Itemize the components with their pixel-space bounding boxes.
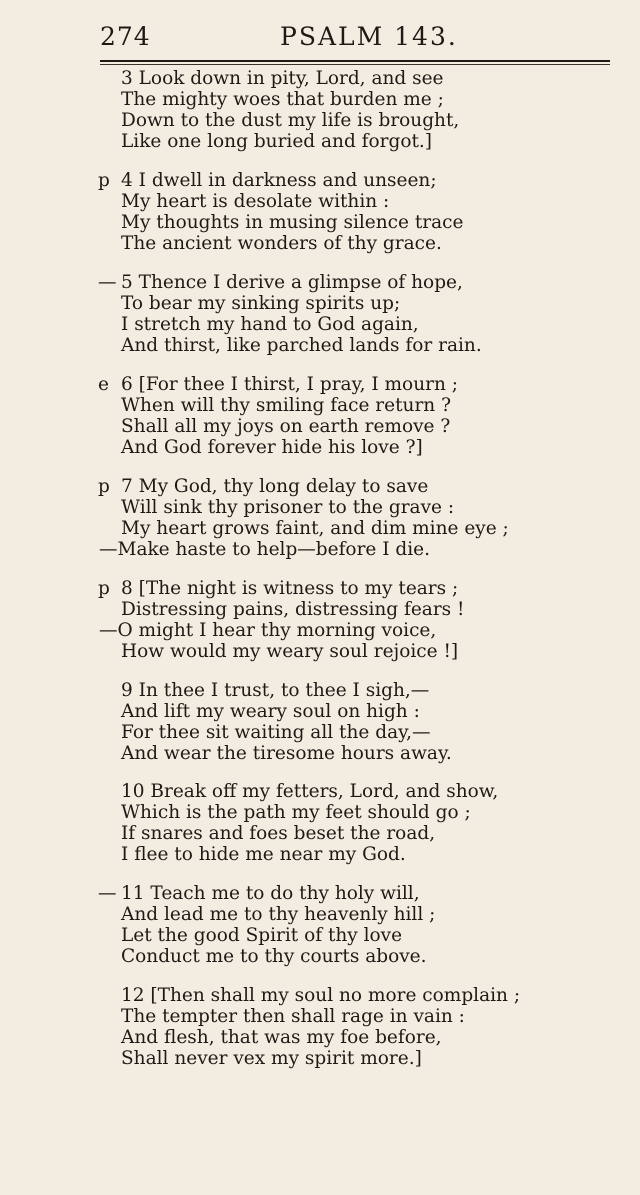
- verse-line: [0, 335, 620, 356]
- verse-line: [0, 701, 620, 722]
- verse-line: [0, 1027, 620, 1048]
- verse-line: [0, 904, 620, 925]
- dynamic-marker: p: [98, 170, 110, 191]
- verse-text: And lead me to thy heavenly hill ;: [121, 904, 436, 925]
- verse-text: To bear my sinking spirits up;: [121, 293, 401, 314]
- verse-line: [0, 1006, 620, 1027]
- verse-text: How would my weary soul rejoice !]: [121, 641, 459, 662]
- verse-line: [0, 578, 620, 599]
- verse-line: [0, 722, 620, 743]
- verse-text: 10 Break off my fetters, Lord, and show,: [121, 781, 499, 802]
- verse-text: When will thy smiling face return ?: [121, 395, 452, 416]
- verse-line: [0, 233, 620, 254]
- dynamic-marker: p: [98, 578, 110, 599]
- verse-line: [0, 437, 620, 458]
- verse-line: [0, 89, 620, 110]
- verse-line: [0, 395, 620, 416]
- running-title: PSALM 143.: [280, 22, 458, 51]
- verse-line: [0, 985, 620, 1006]
- verse-text: The mighty woes that burden me ;: [121, 89, 444, 110]
- verse-text: And lift my weary soul on high :: [121, 701, 420, 722]
- page-header: [100, 22, 610, 56]
- verse-line: [0, 946, 620, 967]
- stanza: [0, 170, 620, 254]
- verse-text: Which is the path my feet should go ;: [121, 802, 471, 823]
- verse-line: [0, 680, 620, 701]
- verse-text: Will sink thy prisoner to the grave :: [121, 497, 455, 518]
- verse-text: Like one long buried and forgot.]: [121, 131, 433, 152]
- verse-line: [0, 131, 620, 152]
- verse-text: Let the good Spirit of thy love: [121, 925, 403, 946]
- verse-line: [0, 314, 620, 335]
- verse-line: [0, 110, 620, 131]
- dynamic-marker: p: [98, 476, 110, 497]
- verse-text: Down to the dust my life is brought,: [121, 110, 460, 131]
- verse-text: My thoughts in musing silence trace: [121, 212, 464, 233]
- verse-text: 4 I dwell in darkness and unseen;: [121, 170, 437, 191]
- verse-text: I flee to hide me near my God.: [121, 844, 406, 865]
- verse-text: I stretch my hand to God again,: [121, 314, 419, 335]
- header-rule-thin: [100, 64, 610, 65]
- stanza: [0, 680, 620, 764]
- verse-text: Distressing pains, distressing fears !: [121, 599, 465, 620]
- verse-line: [0, 497, 620, 518]
- verse-line: [0, 272, 620, 293]
- verse-line: [0, 823, 620, 844]
- stanza: [0, 781, 620, 865]
- page-number: 274: [100, 22, 151, 51]
- header-rule: [100, 60, 610, 62]
- verse-line: [0, 170, 620, 191]
- verse-text: The tempter then shall rage in vain :: [121, 1006, 465, 1027]
- verse-text: —Make haste to help—before I die.: [99, 539, 431, 560]
- verse-line: [0, 191, 620, 212]
- verse-line: [0, 374, 620, 395]
- verse-text: And thirst, like parched lands for rain.: [121, 335, 482, 356]
- verse-text: And God forever hide his love ?]: [121, 437, 423, 458]
- verse-line: [0, 68, 620, 89]
- verse-text: 6 [For thee I thirst, I pray, I mourn ;: [121, 374, 458, 395]
- verse-text: —O might I hear thy morning voice,: [99, 620, 437, 641]
- verse-text: 7 My God, thy long delay to save: [121, 476, 429, 497]
- verse-text: And wear the tiresome hours away.: [121, 743, 452, 764]
- verse-text: My heart grows faint, and dim mine eye ;: [121, 518, 509, 539]
- verse-text: 3 Look down in pity, Lord, and see: [121, 68, 444, 89]
- stanza: [0, 374, 620, 458]
- verse-text: For thee sit waiting all the day,—: [121, 722, 431, 743]
- stanza: [0, 985, 620, 1069]
- verse-text: If snares and foes beset the road,: [121, 823, 436, 844]
- verse-line: [0, 293, 620, 314]
- verse-text: 11 Teach me to do thy holy will,: [121, 883, 420, 904]
- verse-line: [0, 844, 620, 865]
- verse-line: [0, 925, 620, 946]
- verse-text: My heart is desolate within :: [121, 191, 390, 212]
- verse-text: 9 In thee I trust, to thee I sigh,—: [121, 680, 430, 701]
- verse-text: Shall all my joys on earth remove ?: [121, 416, 451, 437]
- verse-text: And flesh, that was my foe before,: [121, 1027, 442, 1048]
- verse-line: [0, 781, 620, 802]
- dynamic-marker: —: [98, 883, 117, 904]
- verse-line: [0, 620, 620, 641]
- stanza: [0, 883, 620, 967]
- verse-text: The ancient wonders of thy grace.: [121, 233, 442, 254]
- verse-text: 12 [Then shall my soul no more complain ;: [121, 985, 521, 1006]
- dynamic-marker: e: [98, 374, 109, 395]
- verse-text: Conduct me to thy courts above.: [121, 946, 427, 967]
- verse-line: [0, 416, 620, 437]
- verse-text: Shall never vex my spirit more.]: [121, 1048, 422, 1069]
- verse-line: [0, 802, 620, 823]
- verse-line: [0, 476, 620, 497]
- stanza: [0, 476, 620, 560]
- stanza: [0, 272, 620, 356]
- verse-line: [0, 212, 620, 233]
- verse-text: 8 [The night is witness to my tears ;: [121, 578, 459, 599]
- verse-line: [0, 1048, 620, 1069]
- verse-text: 5 Thence I derive a glimpse of hope,: [121, 272, 463, 293]
- verse-line: [0, 883, 620, 904]
- verse-line: [0, 743, 620, 764]
- verse-line: [0, 599, 620, 620]
- stanza: [0, 68, 620, 152]
- verse-line: [0, 539, 620, 560]
- verse-line: [0, 641, 620, 662]
- verse-line: [0, 518, 620, 539]
- dynamic-marker: —: [98, 272, 117, 293]
- stanza: [0, 578, 620, 662]
